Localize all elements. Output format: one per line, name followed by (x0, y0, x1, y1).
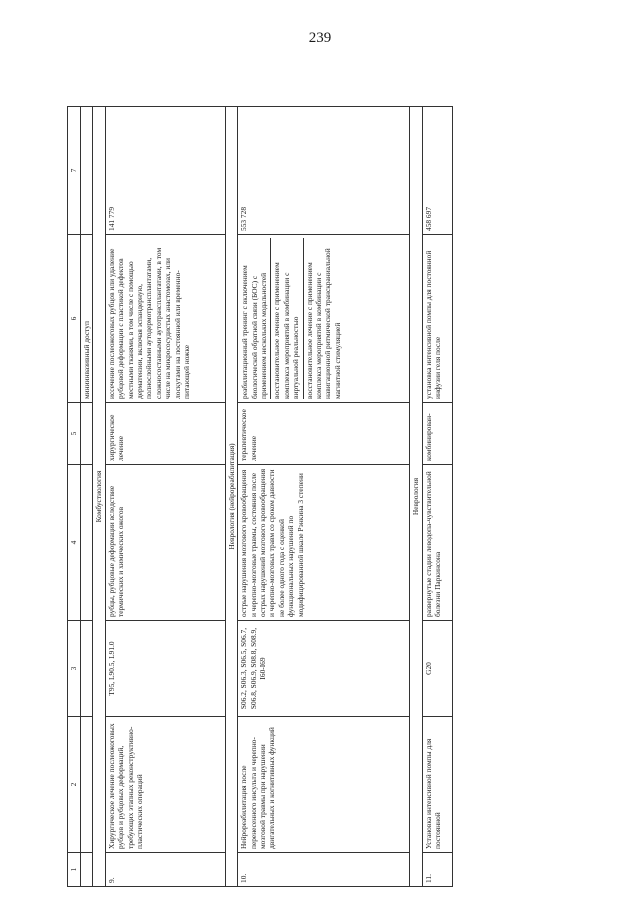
treatment-method: реабилитационный тренинг с включением биологической обратной связи (БОС) с применением нескольких модальностей (239, 238, 271, 399)
treatment-type: терапевтическое лечение (238, 403, 410, 465)
treatment-type: хирургическое лечение (105, 403, 225, 465)
col-header-6: 6 (68, 235, 81, 403)
cost-value: 141 779 (105, 107, 225, 235)
row-number: 11. (422, 853, 452, 887)
col-header-4: 4 (68, 465, 81, 621)
treatment-method: восстановительное лечение с применением комплекса мероприятий в комбинации с виртуальной реальностью (271, 238, 303, 399)
table-row (422, 107, 452, 887)
section-row (410, 107, 422, 887)
treatment-method: установка интенсивной помпы для постоянной инфузии геля после (422, 235, 452, 403)
col-header-2: 2 (68, 717, 81, 853)
medical-care-table (67, 106, 453, 887)
col-header-3: 3 (68, 621, 81, 717)
icd-codes: G20 (422, 621, 452, 717)
patient-model: рубцы, рубцовые деформации вследствие термических и химических ожогов (105, 465, 225, 621)
cost-value: 458 697 (422, 107, 452, 235)
care-type-name: Установка интенсивной помпы для постоянной (422, 717, 452, 853)
treatment-type: комбинирован- (422, 403, 452, 465)
cost-value: 553 728 (238, 107, 410, 235)
rotated-table-container (67, 107, 573, 887)
col-header-1: 1 (68, 853, 81, 887)
section-row (93, 107, 105, 887)
col-header-5: 5 (68, 403, 81, 465)
treatment-method: восстановительное лечение с применением комплекса мероприятий в комбинации с навигационной ритмической транскраниальной магнитной стимуляцией (304, 248, 342, 399)
continuation-method: миниинвазивный доступ (81, 235, 93, 403)
row-number: 10. (238, 853, 410, 887)
row-number: 9. (105, 853, 225, 887)
icd-codes: S06.2, S06.3, S06.5, S06.7, S06.8, S06.9, S08.8, S08.9, I60-I69 (238, 621, 410, 717)
table-row (238, 107, 410, 887)
section-row (225, 107, 237, 887)
section-title-neurorehab: Неврология (нейрореабилитация) (225, 107, 237, 887)
patient-model: развернутые стадии леводопа-чувствительной болезни Паркинсона (422, 465, 452, 621)
section-title-combustiology: Комбустиология (93, 107, 105, 887)
page-number: 239 (308, 30, 332, 46)
patient-model: острые нарушения мозгового кровообращения и черепно-мозговые травмы, состояния после острых нарушений мозгового кровообращения и черепно-мозговых травм со сроком давности не более одного года с оценкой функциональных нарушений по модифицированной шкале Рэнкина 3 степени (238, 465, 410, 621)
icd-codes: T95, L90.5, L91.0 (105, 621, 225, 717)
care-type-name: Хирургическое лечение послеожоговых рубцов и рубцовых деформаций, требующих этапных реконструктивно-пластических операций (105, 717, 225, 853)
treatment-methods (238, 235, 410, 403)
col-header-7: 7 (68, 107, 81, 235)
column-number-row (68, 107, 81, 887)
section-title-neurology: Неврология (410, 107, 422, 887)
treatment-method: иссечение послеожоговых рубцов или удаление рубцовой деформации с пластикой дефектов местными тканями, в том числе с помощью дерматензии, включая эспандерную, полнослойными аутодермотрансплантатами, сложносоставными аутотрансплантатами, в том числе на микрососудистых анастомозах, или лоскутами на постоянной или временно-питающей ножке (105, 235, 225, 403)
care-type-name: Нейрореабилитация после перенесенного инсульта и черепно-мозговой травмы при нарушении двигательных и когнитивных функций (238, 717, 410, 853)
table-row (105, 107, 225, 887)
continuation-row (81, 107, 93, 887)
